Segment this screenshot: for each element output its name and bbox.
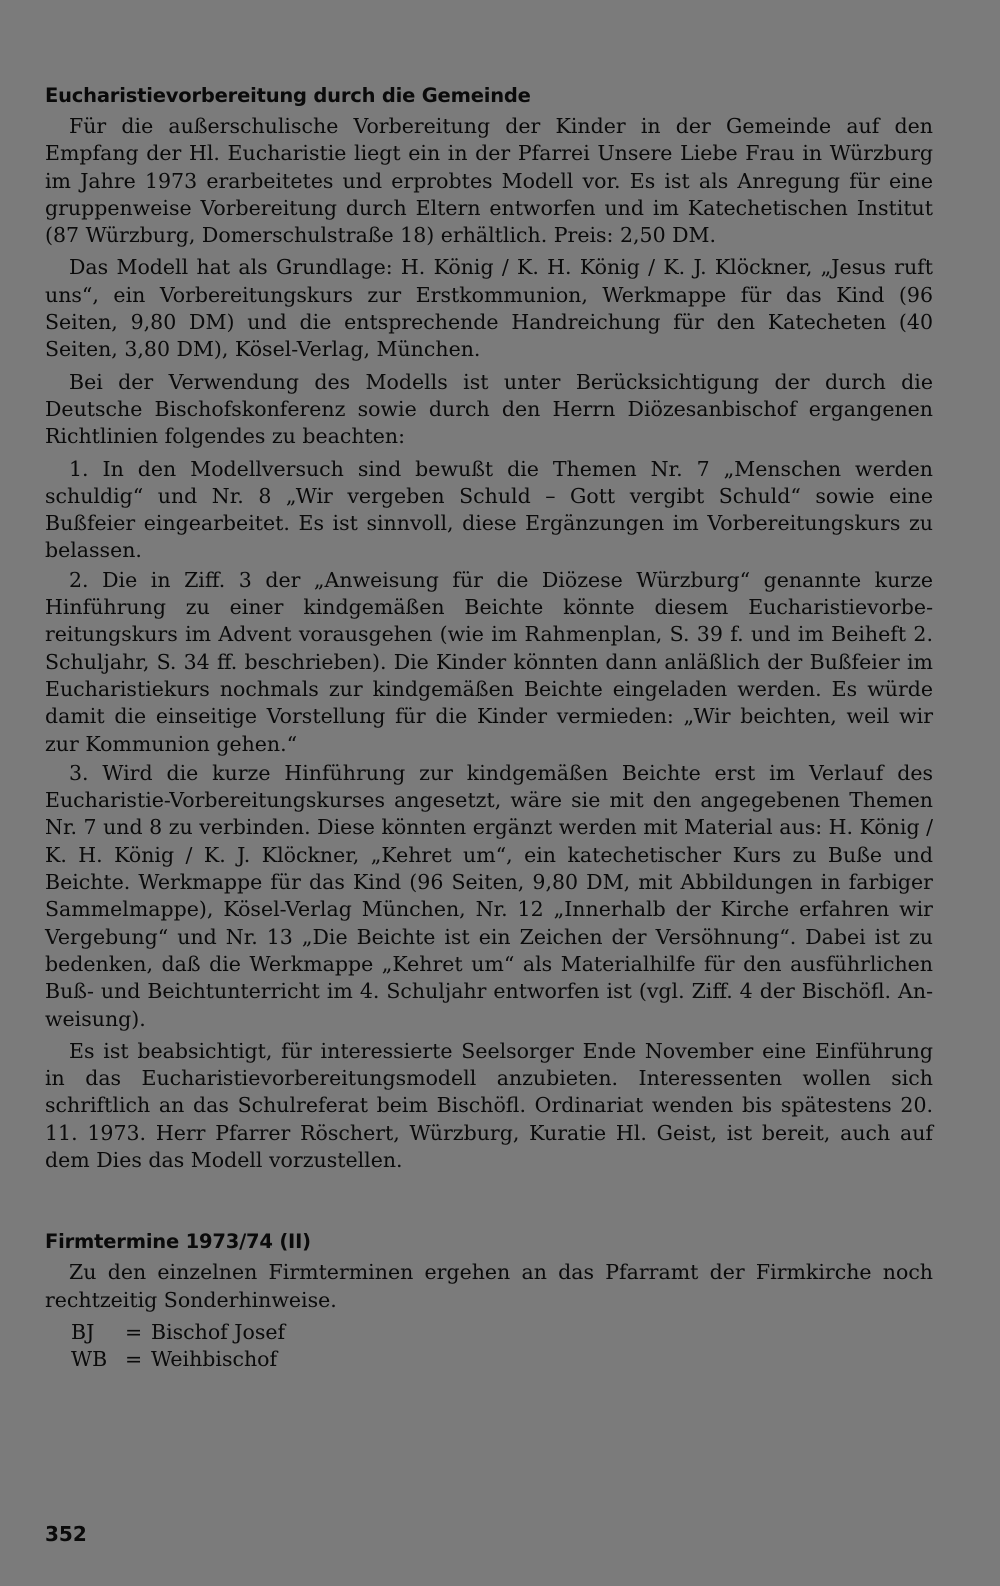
legend-abbreviation: BJ <box>71 1319 95 1344</box>
paragraph: Es ist beabsichtigt, für interessierte Seelsorger Ende November eine Einführung in das Eucharistievorbereitungsmodell anzubieten. Interessenten wollen sich schriftlich an das Schulreferat beim Bischöfl. Ordinariat wenden bis spätestens 20. 11. 1973. Herr Pfarrer Röschert, Würzburg, Kuratie Hl. Geist, ist bereit, auch auf dem Dies das Modell vorzustellen. <box>45 1038 933 1172</box>
section-heading: Eucharistievorbereitung durch die Gemeinde <box>45 84 531 107</box>
list-item-3: 3. Wird die kurze Hinführung zur kindgemäßen Beichte erst im Verlauf des Eucharistie-Vorbereitungskurses angesetzt, wäre sie mit den angegebenen Themen Nr. 7 und 8 zu verbinden. Diese könnten ergänzt werden mit Material aus: H. König / K. H. König / K. J. Klöckner, „Kehret um“, ein katechetischer Kurs zu Buße und Beichte. Werkmappe für das Kind (96 Seiten, 9,80 DM, mit Abbildungen in farbiger Sammelmappe), Kösel-Verlag München, Nr. 12 „Innerhalb der Kirche erfahren wir Vergebung“ und Nr. 13 „Die Beichte ist ein Zeichen der Versöhnung“. Dabei ist zu bedenken, daß die Werkmappe „Kehret um“ als Materialhilfe für den ausführlichen Buß- und Beichtunterricht im 4. Schuljahr entworfen ist (vgl. Ziff. 4 der Bischöfl. Anweisung). <box>45 760 933 1031</box>
paragraph: Für die außerschulische Vorbereitung der Kinder in der Gemeinde auf den Empfang der Hl. Eucharistie liegt ein in der Pfarrei Unsere Liebe Frau in Würzburg im Jahre 1973 erarbeitetes und erprobtes Modell vor. Es ist als Anregung für eine gruppenweise Vorbereitung durch Eltern entworfen und im Katechetischen Institut (87 Würzburg, Domerschulstraße 18) erhältlich. Preis: 2,50 DM. <box>45 114 933 248</box>
legend-equals: = <box>125 1347 143 1372</box>
legend-abbreviation: WB <box>71 1347 108 1372</box>
paragraph: Bei der Verwendung des Modells ist unter Berücksichtigung der durch die Deutsche Bischofskonferenz sowie durch den Herrn Diözesanbischof ergangenen Richtlinien folgendes zu beachten: <box>45 369 933 449</box>
legend-meaning: Weihbischof <box>151 1347 278 1372</box>
legend-row-wb <box>45 1346 933 1374</box>
list-item-2: 2. Die in Ziff. 3 der „Anweisung für die Diözese Würzburg“ genannte kurze Hinführung zu einer kindgemäßen Beichte könnte diesem Eucharistievorbereitungskurs im Advent vorausgehen (wie im Rahmenplan, S. 39 f. und im Beiheft 2. Schuljahr, S. 34 ff. beschrieben). Die Kinder könnten dann anläßlich der Bußfeier im Eucharistiekurs nochmals zur kindgemäßen Beichte eingeladen werden. Es würde damit die einseitige Vorstellung für die Kinder vermieden: „Wir beichten, weil wir zur Kommunion gehen.“ <box>45 567 933 756</box>
paragraph: Das Modell hat als Grundlage: H. König / K. H. König / K. J. Klöckner, „Jesus ruft uns“, ein Vorbereitungskurs zur Erstkommunion, Werkmappe für das Kind (96 Seiten, 9,80 DM) und die entsprechende Handreichung für den Katecheten (40 Seiten, 3,80 DM), Kösel-Verlag, München. <box>45 255 933 362</box>
legend-row-bj <box>45 1319 933 1347</box>
section-heading: Firmtermine 1973/74 (II) <box>45 1230 311 1254</box>
list-item-1: 1. In den Modellversuch sind bewußt die Themen Nr. 7 „Menschen werden schuldig“ und Nr. 8 „Wir vergeben Schuld – Gott vergibt Schuld“ sowie eine Bußfeier eingearbeitet. Es ist sinnvoll, diese Ergänzungen im Vorbereitungskurs zu belassen. <box>45 456 933 563</box>
legend-meaning: Bischof Josef <box>151 1319 286 1344</box>
section-eucharistievorbereitung <box>45 82 933 1174</box>
document-page <box>45 82 933 1374</box>
paragraph: Zu den einzelnen Firmterminen ergehen an das Pfarramt der Firmkirche noch rechtzeitig Sonderhinweise. <box>45 1260 933 1312</box>
page-number: 352 <box>45 1522 87 1546</box>
section-firmtermine <box>45 1228 933 1374</box>
legend-equals: = <box>125 1319 143 1344</box>
